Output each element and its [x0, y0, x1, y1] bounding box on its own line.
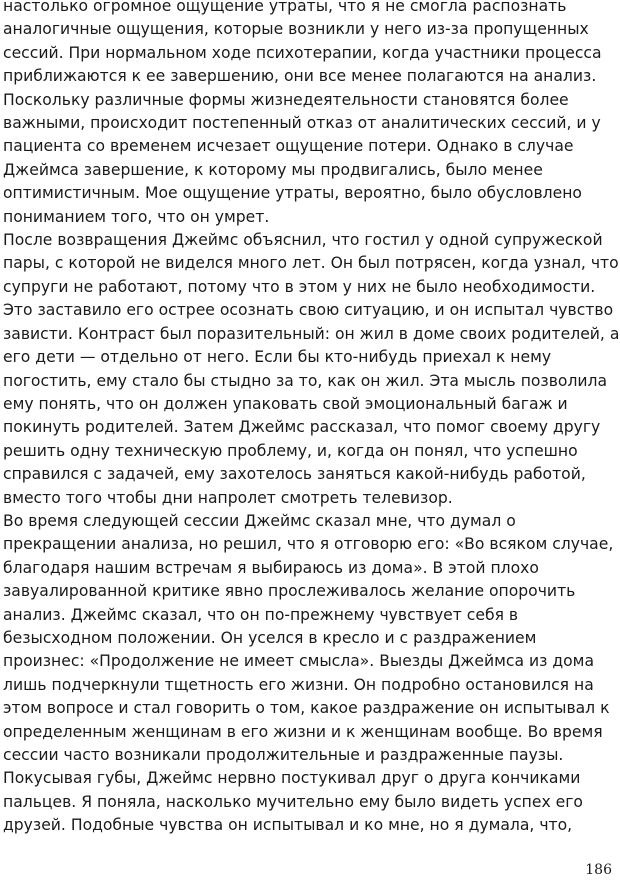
text-line: произнес: «Продолжение не имеет смысла». Выезды Джеймса из дома [3, 652, 595, 671]
text-line: лишь подчеркнули тщетность его жизни. Он подробно остановился на [3, 675, 594, 694]
text-line: завуалированной критике явно прослеживалось желание опорочить [3, 582, 576, 601]
text-line: вместо того чтобы дни напролет смотреть телевизор. [3, 488, 453, 507]
text-line: справился с задачей, ему захотелось заняться какой-нибудь работой, [3, 465, 586, 484]
text-line: Поскольку различные формы жизнедеятельности становятся более [3, 90, 569, 109]
text-line: пальцев. Я поняла, насколько мучительно ему было видеть успех его [3, 792, 583, 811]
text-line: сессий. При нормальном ходе психотерапии, когда участники процесса [3, 43, 602, 62]
text-line: сессии часто возникали продолжительные и раздраженные паузы. [3, 746, 564, 764]
text-line: покинуть родителей. Затем Джеймс рассказал, что помог своему другу [3, 418, 601, 437]
text-line: определенным женщинам в его жизни и к женщинам вообще. Во время [3, 722, 603, 741]
text-line: прекращении анализа, но решил, что я отговорю его: «Во всяком случае, [3, 535, 614, 554]
text-line: благодаря нашим встречам я выбираюсь из дома». В этой плохо [3, 558, 539, 577]
text-line: пониманием того, что он умрет. [3, 207, 270, 226]
text-line: зависти. Контраст был поразительный: он жил в доме своих родителей, а [3, 324, 620, 343]
page-number: 186 [585, 862, 612, 878]
text-line: настолько огромное ощущение утраты, что я не смогла распознать [3, 0, 567, 15]
text-line: супруги не работают, потому что в этом у них не было необходимости. [3, 277, 596, 296]
text-line: оптимистичным. Мое ощущение утраты, вероятно, было обусловлено [3, 184, 582, 203]
text-line: этом вопросе и стал говорить о том, какое раздражение он испытывал к [3, 699, 610, 718]
text-line: Это заставило его острее осознать свою ситуацию, и он испытал чувство [3, 301, 614, 320]
text-line: друзей. Подобные чувства он испытывал и ко мне, но я думала, что, [3, 816, 573, 835]
text-line: приближаются к ее завершению, они все менее полагаются на анализ. [3, 67, 597, 86]
text-line: пары, с которой не виделся много лет. Он был потрясен, когда узнал, что [3, 254, 619, 273]
text-line: аналогичные ощущения, которые возникли у него из-за пропущенных [3, 20, 589, 39]
body-text [3, 0, 620, 838]
text-line: безысходном положении. Он уселся в кресло и с раздражением [3, 628, 537, 647]
text-line: пациента со временем исчезает ощущение потери. Однако в случае [3, 137, 574, 156]
text-line: ему понять, что он должен упаковать свой эмоциональный багаж и [3, 394, 568, 413]
text-line: погостить, ему стало бы стыдно за то, как он жил. Эта мысль позволила [3, 371, 608, 390]
text-line: Джеймса завершение, к которому мы продвигались, было менее [3, 160, 543, 179]
text-line: Во время следующей сессии Джеймс сказал мне, что думал о [3, 511, 516, 530]
text-line: его дети — отдельно от него. Если бы кто-нибудь приехал к нему [3, 348, 552, 367]
text-line: После возвращения Джеймс объяснил, что гостил у одной супружеской [3, 231, 603, 250]
text-line: анализ. Джеймс сказал, что он по-прежнему чувствует себя в [3, 605, 519, 624]
text-line: важными, происходит постепенный отказ от аналитических сессий, и у [3, 114, 601, 133]
text-line: Покусывая губы, Джеймс нервно постукивал друг о друга кончиками [3, 769, 581, 788]
text-line: решить одну техническую проблему, и, когда он понял, что успешно [3, 441, 578, 460]
